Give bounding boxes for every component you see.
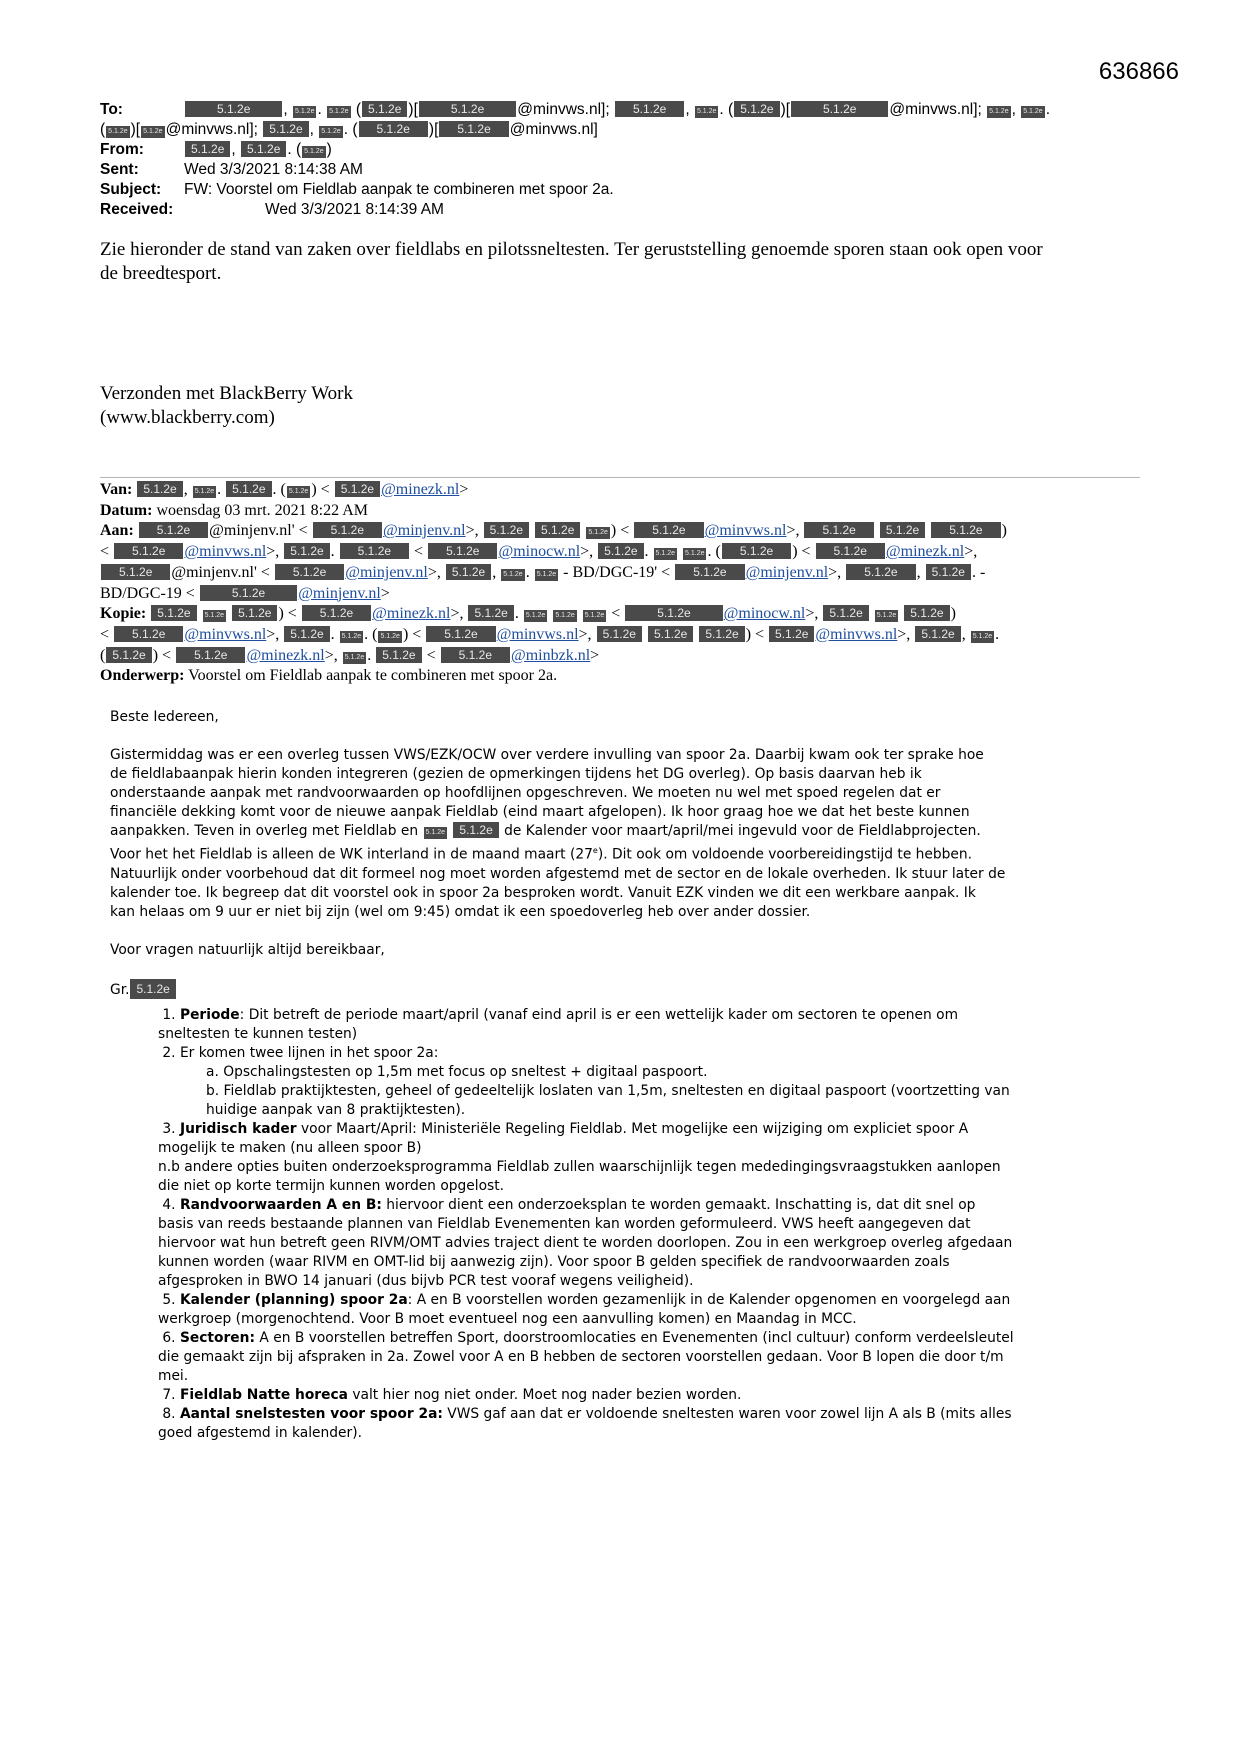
redaction-block: 5.1.2e xyxy=(675,564,744,580)
redaction-block: 5.1.2e xyxy=(287,486,310,498)
intro-line: Zie hieronder de stand van zaken over fieldlabs en pilotssneltesten. Ter geruststelling genoemde sporen staan ook open voor xyxy=(100,239,1043,260)
onderwerp-label: Onderwerp: xyxy=(100,667,185,685)
redaction-block: 5.1.2e xyxy=(275,564,344,580)
list-item-cont: sneltesten te kunnen testen) xyxy=(158,1025,358,1042)
text: Voor het het Fieldlab is alleen de WK interland in de maand maart (27 xyxy=(110,846,593,863)
list-item: 1. Periode: Dit betreft de periode maart/april (vanaf eind april is er een wettelijk kader om sectoren te openen om xyxy=(162,1006,959,1023)
paragraph-line: kan helaas om 9 uur er niet bij zijn (wel om 9:45) omdat ik een spoedoverleg heb over ander dossier. xyxy=(110,903,811,920)
email-link[interactable]: @minezk.nl xyxy=(885,543,965,561)
kopie-label: Kopie: xyxy=(100,605,147,623)
email-link[interactable]: @minezk.nl xyxy=(246,646,325,664)
redaction-block: 5.1.2e xyxy=(359,121,428,137)
paragraph-line: kalender toe. Ik begreep dat dit voorstel ook in spoor 2a besproken wordt. Vanuit EZK vinden we dit een werkbare aanpak. Ik xyxy=(110,884,976,901)
closing: Voor vragen natuurlijk altijd bereikbaar, xyxy=(110,941,385,958)
redaction-block: 5.1.2e xyxy=(226,481,271,497)
email-link[interactable]: @minezk.nl xyxy=(381,481,460,498)
to-label: To: xyxy=(100,101,123,118)
redaction-block: 5.1.2e xyxy=(302,605,371,621)
redaction-block: 5.1.2e xyxy=(695,106,718,118)
redaction-block: 5.1.2e xyxy=(362,101,407,117)
sub-item: a. Opschalingstesten op 1,5m met focus op sneltest + digitaal paspoort. xyxy=(206,1063,708,1080)
redaction-block: 5.1.2e xyxy=(428,543,497,559)
redaction-block: 5.1.2e xyxy=(484,522,529,538)
paragraph xyxy=(110,746,1130,922)
text: ). Dit ook om voldoende voorbereidingstijd te hebben. xyxy=(597,846,973,863)
from-label: From: xyxy=(100,141,144,158)
redaction-block: 5.1.2e xyxy=(241,141,286,157)
datum-label: Datum: xyxy=(100,501,153,519)
aan-row: Aan: 5.1.2e @minjenv.nl' < 5.1.2e @minjenv.nl>, 5.1.2e 5.1.2e 5.1.2e ) < 5.1.2e @minvws.nl>, 5.1.2e 5.1.2e 5.1.2e ) xyxy=(100,522,1007,540)
bd-dgc: - BD/DGC-19' xyxy=(563,563,658,581)
redaction-block: 5.1.2e xyxy=(106,647,151,663)
redaction-block: 5.1.2e xyxy=(535,522,580,538)
received-value: Wed 3/3/2021 8:14:39 AM xyxy=(265,201,444,218)
numbered-list xyxy=(158,1006,1130,1443)
redaction-block: 5.1.2e xyxy=(615,101,684,117)
received-row xyxy=(100,200,1140,220)
redaction-block: 5.1.2e xyxy=(875,610,898,622)
redaction-block: 5.1.2e xyxy=(114,543,183,559)
paragraph-line: de fieldlabaanpak hierin konden integreren (gezien de opmerkingen tijdens het DG overleg). Op basis daarvan heb ik xyxy=(110,766,922,782)
redaction-block: 5.1.2e xyxy=(722,543,791,559)
bd-dgc: BD/DGC-19 xyxy=(100,584,182,602)
list-item-cont: werkgroep (morgenochtend. Voor B moet eventueel nog een aanvulling komen) en Maandag in MCC. xyxy=(158,1310,857,1327)
text: aanpakken. Teven in overleg met Fieldlab en xyxy=(110,823,419,839)
redaction-block: 5.1.2e xyxy=(446,564,491,580)
redaction-block: 5.1.2e xyxy=(335,481,380,497)
redaction-block: 5.1.2e xyxy=(468,605,513,621)
list-item-cont: kunnen worden (waar RIVM en OMT-lid bij aanwezig zijn). Voor spoor B gelden specifiek de randvoorwaarden zoals xyxy=(158,1253,950,1270)
redaction-block: 5.1.2e xyxy=(846,564,915,580)
redaction-block: 5.1.2e xyxy=(340,543,409,559)
document-id: 636866 xyxy=(1098,58,1179,85)
email-link[interactable]: @minocw.nl xyxy=(498,543,581,561)
redaction-block: 5.1.2e xyxy=(683,548,706,560)
onderwerp-row xyxy=(100,666,1140,687)
email-link[interactable]: @minjenv.nl xyxy=(345,563,428,581)
email-link[interactable]: @minvws.nl xyxy=(496,625,579,643)
redaction-block: 5.1.2e xyxy=(319,126,342,138)
blackberry-signature xyxy=(100,382,700,430)
email-domain: @minvws.nl]; xyxy=(517,101,610,118)
redaction-block: 5.1.2e xyxy=(524,610,547,622)
email-link[interactable]: @minbzk.nl xyxy=(511,646,591,664)
redaction-block: 5.1.2e xyxy=(654,548,677,560)
redaction-block: 5.1.2e xyxy=(302,146,325,158)
email-link[interactable]: @minezk.nl xyxy=(372,605,451,623)
redaction-block: 5.1.2e xyxy=(137,481,182,497)
redaction-block: 5.1.2e xyxy=(424,827,447,839)
kopie-row-cont: < 5.1.2e @minvws.nl>, 5.1.2e . 5.1.2e . ( 5.1.2e ) < 5.1.2e @minvws.nl>, 5.1.2e 5.1.2e 5.1.2e ) < 5.1.2e @minvws.nl>, 5.1.2e , 5.1.2e . xyxy=(100,625,1000,643)
intro-line: de breedtesport. xyxy=(100,263,222,284)
email-domain: @minjenv.nl' xyxy=(171,563,257,581)
gr-line xyxy=(110,979,1130,1000)
redaction-block: 5.1.2e xyxy=(263,121,308,137)
redaction-block: 5.1.2e xyxy=(586,527,609,539)
list-item: 8. Aantal snelstesten voor spoor 2a: VWS gaf aan dat er voldoende sneltesten waren voor zowel lijn A als B (mits alles xyxy=(162,1405,1012,1422)
redaction-block: 5.1.2e xyxy=(453,822,498,838)
message-body xyxy=(110,708,1130,1443)
signature-line: Verzonden met BlackBerry Work xyxy=(100,383,353,404)
email-link[interactable]: @minvws.nl xyxy=(815,625,898,643)
redaction-block: 5.1.2e xyxy=(185,141,230,157)
redaction-block: 5.1.2e xyxy=(931,522,1000,538)
redaction-block: 5.1.2e xyxy=(114,626,183,642)
redaction-block: 5.1.2e xyxy=(284,543,329,559)
redaction-block: 5.1.2e xyxy=(151,605,196,621)
to-row-cont: ( 5.1.2e )[ 5.1.2e @minvws.nl]; 5.1.2e , 5.1.2e . ( 5.1.2e )[ 5.1.2e @minvws.nl] xyxy=(100,121,598,138)
redaction-block: 5.1.2e xyxy=(625,605,722,621)
paragraph-line: Natuurlijk onder voorbehoud dat dit formeel nog moet worden afgestemd met de sector en de lokale overheden. Ik stuur later de xyxy=(110,865,1006,882)
datum-row xyxy=(100,501,1140,522)
redaction-block: 5.1.2e xyxy=(823,605,868,621)
email-domain: @minvws.nl]; xyxy=(165,121,258,138)
paragraph-line: Gistermiddag was er een overleg tussen VWS/EZK/OCW over verdere invulling van spoor 2a. Daarbij kwam ook ter sprake hoe xyxy=(110,747,984,763)
redaction-block: 5.1.2e xyxy=(926,564,971,580)
redaction-block: 5.1.2e xyxy=(101,564,170,580)
note-line: n.b andere opties buiten onderzoeksprogramma Fieldlab zullen waarschijnlijk tegen mededingingsvraagstukken aanlopen xyxy=(158,1158,1001,1175)
divider xyxy=(100,477,1140,478)
redaction-block: 5.1.2e xyxy=(139,522,208,538)
redaction-block: 5.1.2e xyxy=(141,126,164,138)
redaction-block: 5.1.2e xyxy=(185,101,282,117)
paragraph-line: onderstaande aanpak met randvoorwaarden op hoofdlijnen opgeschreven. We moeten nu wel met spoed regelen dat er xyxy=(110,785,941,801)
redaction-block: 5.1.2e xyxy=(193,486,216,498)
redaction-block: 5.1.2e xyxy=(284,626,329,642)
list-item-cont: hiervoor wat hun betreft geen RIVM/OMT advies traject dient te worden doorlopen. Zou in een werkgroep overleg afgedaan xyxy=(158,1234,1013,1251)
from-row: From: 5.1.2e , 5.1.2e . ( 5.1.2e ) xyxy=(100,141,332,158)
onderwerp-value: Voorstel om Fieldlab aanpak te combineren met spoor 2a. xyxy=(188,667,558,685)
redaction-block: 5.1.2e xyxy=(426,626,495,642)
redaction-block: 5.1.2e xyxy=(378,631,401,643)
email-domain: @minjenv.nl' xyxy=(209,522,295,540)
redaction-block: 5.1.2e xyxy=(106,126,129,138)
email-link[interactable]: @minvws.nl xyxy=(184,625,267,643)
redaction-block: 5.1.2e xyxy=(597,626,642,642)
redaction-block: 5.1.2e xyxy=(634,522,703,538)
email-domain: @minvws.nl] xyxy=(509,121,598,138)
text: de Kalender voor maart/april/mei ingevuld voor de Fieldlabprojecten. xyxy=(504,823,981,839)
greeting: Beste Iedereen, xyxy=(110,709,219,725)
list-item: 4. Randvoorwaarden A en B: hiervoor dient een onderzoeksplan te worden gemaakt. Inschatting is, dat dit snel op xyxy=(162,1196,976,1213)
redaction-block: 5.1.2e xyxy=(880,522,925,538)
email-domain: @minvws.nl]; xyxy=(889,101,982,118)
email-link[interactable]: @minjenv.nl xyxy=(745,563,829,581)
to-row: To: 5.1.2e , 5.1.2e . 5.1.2e ( 5.1.2e )[ 5.1.2e @minvws.nl]; 5.1.2e , 5.1.2e . ( 5.1.2e )[ 5.1.2e @minvws.nl]; 5.1.2e , 5.1.2e . xyxy=(100,101,1050,118)
redaction-block: 5.1.2e xyxy=(915,626,960,642)
redaction-block: 5.1.2e xyxy=(130,979,175,999)
email-link[interactable]: @minvws.nl xyxy=(184,543,267,561)
redaction-block: 5.1.2e xyxy=(1021,106,1044,118)
kopie-row-cont2: ( 5.1.2e ) < 5.1.2e @minezk.nl>, 5.1.2e . 5.1.2e < 5.1.2e @minbzk.nl> xyxy=(100,646,600,664)
redaction-block: 5.1.2e xyxy=(200,585,297,601)
redaction-block: 5.1.2e xyxy=(804,522,873,538)
signature-link[interactable]: (www.blackberry.com) xyxy=(100,407,275,428)
redaction-block: 5.1.2e xyxy=(648,626,693,642)
sent-row xyxy=(100,160,1140,180)
list-item-cont: goed afgestemd in kalender). xyxy=(158,1424,362,1441)
redaction-block: 5.1.2e xyxy=(327,106,350,118)
redaction-block: 5.1.2e xyxy=(313,522,382,538)
received-label: Received: xyxy=(100,201,174,218)
list-item: 5. Kalender (planning) spoor 2a: A en B voorstellen worden gezamenlijk in de Kalender opgenomen en voorgelegd aan xyxy=(162,1291,1011,1308)
email-link[interactable]: @minjenv.nl xyxy=(383,522,466,540)
superscript: e xyxy=(592,846,598,855)
redaction-block: 5.1.2e xyxy=(699,626,744,642)
list-item-cont: afgesproken in BWO 14 januari (dus bijvb PCR test vooraf wegens veiligheid). xyxy=(158,1272,694,1289)
redaction-block: 5.1.2e xyxy=(583,610,606,622)
redaction-block: 5.1.2e xyxy=(176,647,245,663)
email-link[interactable]: @minjenv.nl xyxy=(298,584,381,602)
redaction-block: 5.1.2e xyxy=(734,101,779,117)
aan-row-cont3: BD/DGC-19 < 5.1.2e @minjenv.nl> xyxy=(100,584,390,602)
list-item: 7. Fieldlab Natte horeca valt hier nog niet onder. Moet nog nader bezien worden. xyxy=(162,1386,742,1403)
redaction-block: 5.1.2e xyxy=(293,106,316,118)
list-item: 2. Er komen twee lijnen in het spoor 2a: xyxy=(162,1044,439,1061)
aan-label: Aan: xyxy=(100,522,134,540)
redaction-block: 5.1.2e xyxy=(343,652,366,664)
list-item-cont: basis van reeds bestaande plannen van Fieldlab Evenementen kan worden geformuleerd. VWS heeft aangegeven dat xyxy=(158,1215,971,1232)
redaction-block: 5.1.2e xyxy=(376,647,421,663)
paragraph-line: financiële dekking komt voor de nieuwe aanpak Fieldlab (eind maart afgelopen). Ik hoor graag hoe we dat het beste kunnen xyxy=(110,804,970,820)
forwarded-header xyxy=(100,480,1140,687)
redaction-block: 5.1.2e xyxy=(904,605,949,621)
redaction-block: 5.1.2e xyxy=(791,101,888,117)
subject-value: FW: Voorstel om Fieldlab aanpak te combineren met spoor 2a. xyxy=(184,181,614,198)
kopie-row: Kopie: 5.1.2e 5.1.2e 5.1.2e ) < 5.1.2e @minezk.nl>, 5.1.2e . 5.1.2e 5.1.2e 5.1.2e < 5.1.2e @minocw.nl>, 5.1.2e 5.1.2e 5.1.2e ) xyxy=(100,605,956,623)
redaction-block: 5.1.2e xyxy=(769,626,814,642)
subject-row xyxy=(100,180,1140,200)
sent-value: Wed 3/3/2021 8:14:38 AM xyxy=(184,161,363,178)
list-item: 6. Sectoren: A en B voorstellen betreffen Sport, doorstroomlocaties en Evenementen (incl cultuur) conform verdeelsleutel xyxy=(162,1329,1014,1346)
redaction-block: 5.1.2e xyxy=(971,631,994,643)
aan-row-cont2: 5.1.2e @minjenv.nl' < 5.1.2e @minjenv.nl>, 5.1.2e , 5.1.2e . 5.1.2e - BD/DGC-19' < 5.1.2e @minjenv.nl>, 5.1.2e , 5.1.2e . - xyxy=(100,563,1140,584)
gr: Gr. xyxy=(110,981,130,998)
paragraph-line xyxy=(110,822,1130,841)
redaction-block: 5.1.2e xyxy=(553,610,576,622)
van-label: Van: xyxy=(100,481,133,498)
note-line: die niet op korte termijn kunnen worden opgelost. xyxy=(158,1177,505,1194)
email-link[interactable]: @minocw.nl xyxy=(723,605,806,623)
list-item-cont: mogelijk te maken (nu alleen spoor B) xyxy=(158,1139,422,1156)
redaction-block: 5.1.2e xyxy=(232,605,277,621)
redaction-block: 5.1.2e xyxy=(987,106,1010,118)
sub-item: b. Fieldlab praktijktesten, geheel of gedeeltelijk loslaten van 1,5m, sneltesten en digitaal paspoort (voortzetting van xyxy=(206,1082,1010,1099)
redaction-block: 5.1.2e xyxy=(441,647,510,663)
sent-label: Sent: xyxy=(100,161,139,178)
redaction-block: 5.1.2e xyxy=(535,569,558,581)
list-item-cont: die gemaakt zijn bij afspraken in 2a. Zowel voor A en B hebben de sectoren voorstellen gedaan. Voor B lopen die door t/m xyxy=(158,1348,1004,1365)
aan-row-cont: < 5.1.2e @minvws.nl>, 5.1.2e . 5.1.2e < 5.1.2e @minocw.nl>, 5.1.2e . 5.1.2e 5.1.2e . ( 5.1.2e ) < 5.1.2e @minezk.nl>, xyxy=(100,543,978,561)
redaction-block: 5.1.2e xyxy=(340,631,363,643)
intro-text xyxy=(100,238,1140,286)
list-item: 3. Juridisch kader voor Maart/April: Ministeriële Regeling Fieldlab. Met mogelijke een wijziging om expliciet spoor A xyxy=(162,1120,969,1137)
van-row: Van: 5.1.2e , 5.1.2e . 5.1.2e . ( 5.1.2e ) < 5.1.2e @minezk.nl> xyxy=(100,481,469,498)
list-item-cont: mei. xyxy=(158,1367,189,1384)
paragraph-line xyxy=(110,841,1130,865)
redaction-block: 5.1.2e xyxy=(501,569,524,581)
email-link[interactable]: @minvws.nl xyxy=(704,522,787,540)
email-header xyxy=(100,100,1140,220)
datum-value: woensdag 03 mrt. 2021 8:22 AM xyxy=(156,501,368,519)
subject-label: Subject: xyxy=(100,181,162,198)
sub-item-cont: huidige aanpak van 8 praktijktesten). xyxy=(206,1101,466,1118)
redaction-block: 5.1.2e xyxy=(816,543,885,559)
redaction-block: 5.1.2e xyxy=(439,121,508,137)
redaction-block: 5.1.2e xyxy=(203,610,226,622)
redaction-block: 5.1.2e xyxy=(598,543,643,559)
redaction-block: 5.1.2e xyxy=(419,101,516,117)
